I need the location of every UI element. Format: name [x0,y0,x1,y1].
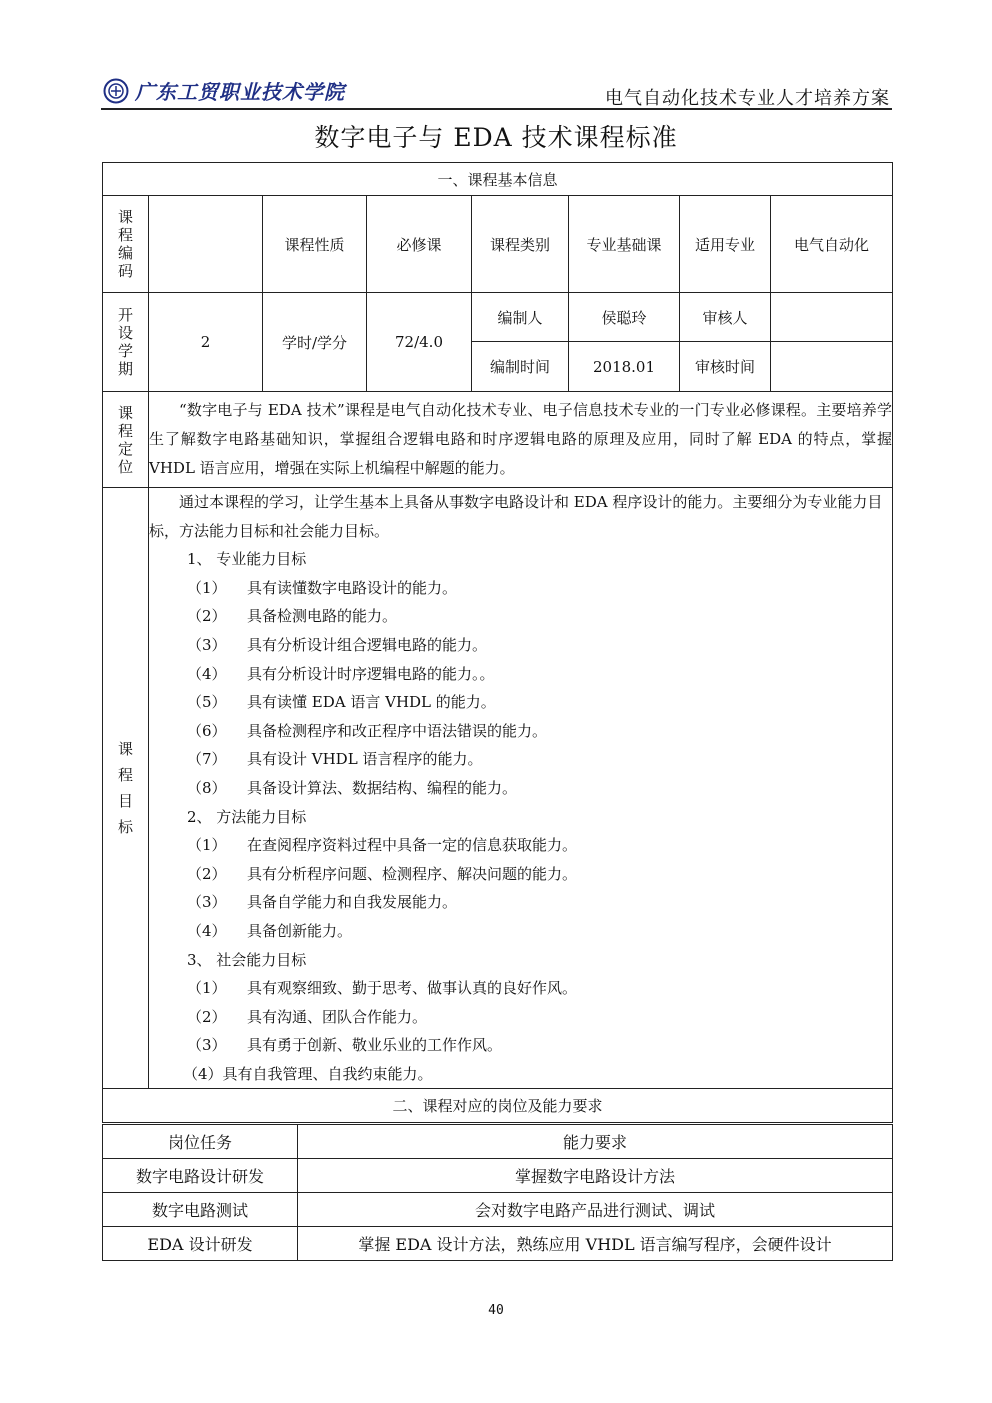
list-item: （2） 具有沟通、团队合作能力。 [187,1007,428,1026]
course-nature-value: 必修课 [367,196,472,293]
reviewer-label: 审核人 [680,293,771,342]
table-row [103,1193,893,1227]
professional-goals-heading: 1、 专业能力目标 [187,550,307,569]
list-item: （7） 具有设计 VHDL 语言程序的能力。 [187,750,483,769]
list-item: （1） 在查阅程序资料过程中具备一定的信息获取能力。 [187,836,578,855]
list-item: （4）具有自我管理、自我约束能力。 [183,1064,433,1083]
job-task-cell: 数字电路测试 [103,1193,298,1227]
semester-value: 2 [149,293,263,392]
ability-cell: 会对数字电路产品进行测试、调试 [298,1193,893,1227]
edit-time-value: 2018.01 [569,342,680,392]
table-row [103,1227,893,1261]
goals-intro: 通过本课程的学习，让学生基本上具备从事数字电路设计和 EDA 程序设计的能力。主要细分为专业能力目标，方法能力目标和社会能力目标。 [149,493,883,540]
list-item: （1） 具有读懂数字电路设计的能力。 [187,578,458,597]
course-positioning-label: 课 程 定 位 [103,392,149,488]
table-row [103,1159,893,1193]
list-item: （1） 具有观察细致、勤于思考、做事认真的良好作风。 [187,979,578,998]
page-number: 40 [488,1303,504,1318]
document-series-title: 电气自动化技术专业人才培养方案 [605,88,890,109]
method-goals-heading: 2、 方法能力目标 [187,807,307,826]
editor-label: 编制人 [472,293,569,342]
list-item: （3） 具备自学能力和自我发展能力。 [187,893,458,912]
ability-cell: 掌握 EDA 设计方法，熟练应用 VHDL 语言编写程序，会硬件设计 [298,1227,893,1261]
school-name: 广东工贸职业技术学院 [135,80,345,104]
edit-time-label: 编制时间 [472,342,569,392]
applicable-major-label: 适用专业 [680,196,771,293]
course-code-label: 课 程 编 码 [103,196,149,293]
course-info-table [102,162,893,1123]
page-header [101,72,892,110]
editor-value: 侯聪玲 [569,293,680,342]
hours-credits-value: 72/4.0 [367,293,472,392]
social-goals-heading: 3、 社会能力目标 [187,950,307,969]
school-logo [103,76,345,105]
hours-credits-label: 学时/学分 [263,293,367,392]
course-nature-label: 课程性质 [263,196,367,293]
course-goals-content [149,488,893,1089]
review-time-value [771,342,893,392]
list-item: （2） 具有分析程序问题、检测程序、解决问题的能力。 [187,864,578,883]
school-emblem-icon [103,78,129,104]
job-task-cell: EDA 设计研发 [103,1227,298,1261]
list-item: （8） 具备设计算法、数据结构、编程的能力。 [187,778,518,797]
course-category-value: 专业基础课 [569,196,680,293]
course-category-label: 课程类别 [472,196,569,293]
list-item: （6） 具备检测程序和改正程序中语法错误的能力。 [187,721,548,740]
semester-label: 开 设 学 期 [103,293,149,392]
review-time-label: 审核时间 [680,342,771,392]
list-item: （2） 具备检测电路的能力。 [187,607,398,626]
section-1-heading: 一、课程基本信息 [103,163,893,196]
list-item: （4） 具备创新能力。 [187,921,353,940]
list-item: （5） 具有读懂 EDA 语言 VHDL 的能力。 [187,693,496,712]
list-item: （3） 具有分析设计组合逻辑电路的能力。 [187,635,488,654]
reviewer-value [771,293,893,342]
job-requirements-table [102,1124,893,1261]
job-task-header: 岗位任务 [103,1125,298,1159]
ability-cell: 掌握数字电路设计方法 [298,1159,893,1193]
list-item: （3） 具有勇于创新、敬业乐业的工作作风。 [187,1036,503,1055]
table-header-row [103,1125,893,1159]
job-task-cell: 数字电路设计研发 [103,1159,298,1193]
section-2-heading: 二、课程对应的岗位及能力要求 [103,1089,893,1123]
course-positioning-text: “数字电子与 EDA 技术”课程是电气自动化技术专业、电子信息技术专业的一门专业必修课程。主要培养学生了解数字电路基础知识，掌握组合逻辑电路和时序逻辑电路的原理及应用，同时了解 EDA 的特点，掌握 VHDL 语言应用，增强在实际上机编程中解题的能力。 [149,392,893,488]
course-goals-label: 课 程 目 标 [103,488,149,1089]
ability-header: 能力要求 [298,1125,893,1159]
applicable-major-value: 电气自动化 [771,196,893,293]
page-title: 数字电子与 EDA 技术课程标准 [314,123,678,152]
course-code-value [149,196,263,293]
list-item: （4） 具有分析设计时序逻辑电路的能力。。 [187,664,495,683]
